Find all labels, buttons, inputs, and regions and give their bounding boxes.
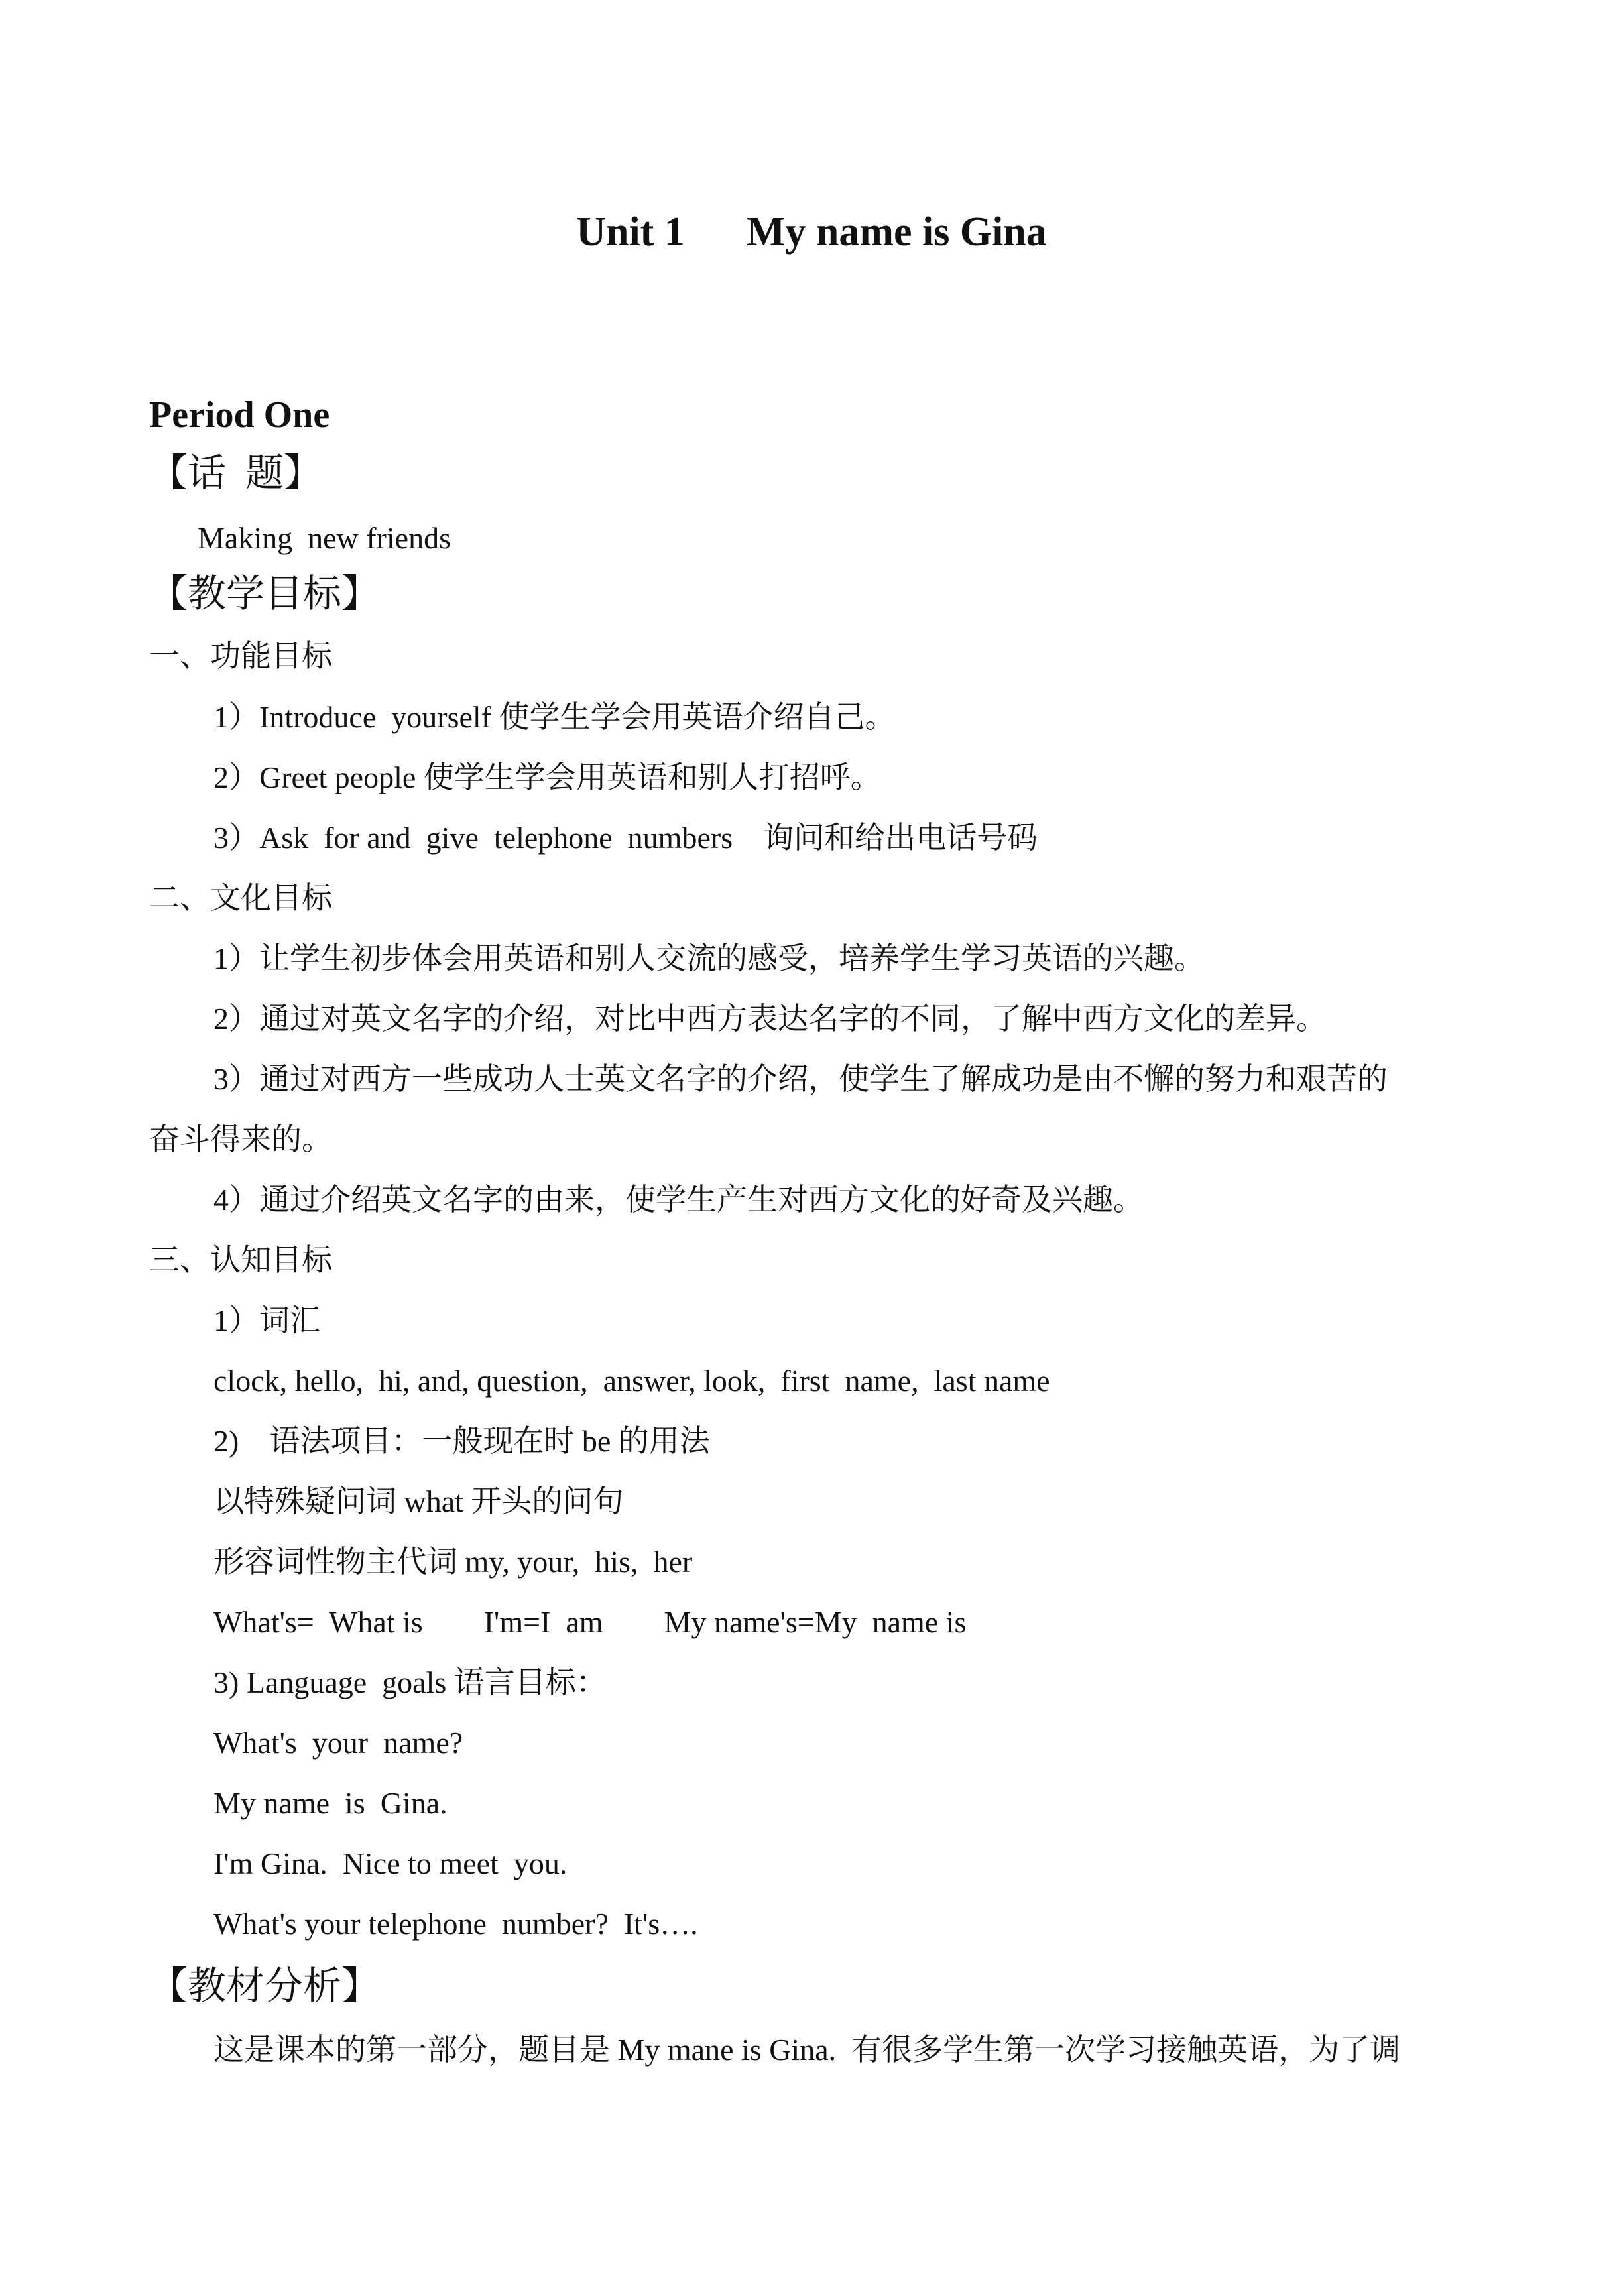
cognitive-item-grammar: 2) 语法项目：一般现在时 be 的用法 bbox=[213, 1424, 710, 1458]
functional-item-1: 1）Introduce yourself 使学生学会用英语介绍自己。 bbox=[213, 700, 896, 734]
cognitive-contractions: What's= What is I'm=I am My name's=My name is bbox=[213, 1605, 967, 1639]
language-goal-sentence: I'm Gina. Nice to meet you. bbox=[213, 1846, 568, 1880]
topic-heading: 【话 题】 bbox=[149, 452, 323, 495]
cognitive-objectives-heading: 三、认知目标 bbox=[149, 1243, 332, 1277]
analysis-text: 这是课本的第一部分，题目是 My mane is Gina. 有很多学生第一次学习接触英语，为了调 bbox=[213, 2033, 1401, 2067]
functional-item-2: 2）Greet people 使学生学会用英语和别人打招呼。 bbox=[213, 760, 881, 794]
cultural-item-3: 3）通过对西方一些成功人士英文名字的介绍，使学生了解成功是由不懈的努力和艰苦的 bbox=[213, 1062, 1388, 1096]
cultural-item-3-continued: 奋斗得来的。 bbox=[149, 1122, 332, 1156]
language-goal-sentence: What's your telephone number? It's…. bbox=[213, 1907, 713, 1941]
cultural-item-4: 4）通过介绍英文名字的由来，使学生产生对西方文化的好奇及兴趣。 bbox=[213, 1183, 1144, 1217]
language-goal-sentence: My name is Gina. bbox=[213, 1786, 448, 1820]
cognitive-grammar-questions: 以特殊疑问词 what 开头的问句 bbox=[213, 1484, 624, 1518]
functional-item-3: 3）Ask for and give telephone numbers 询问和给出电话号码 bbox=[213, 821, 1038, 855]
cognitive-item-language-goals: 3) Language goals 语言目标： bbox=[213, 1665, 607, 1699]
analysis-heading: 【教材分析】 bbox=[149, 1964, 381, 2008]
functional-objectives-heading: 一、功能目标 bbox=[149, 639, 332, 673]
cultural-item-1: 1）让学生初步体会用英语和别人交流的感受，培养学生学习英语的兴趣。 bbox=[213, 941, 1205, 975]
cognitive-grammar-pronouns: 形容词性物主代词 my, your, his, her bbox=[213, 1545, 693, 1579]
cognitive-vocabulary-list: clock, hello, hi, and, question, answer, look, first name, last name bbox=[213, 1364, 1050, 1398]
objectives-heading: 【教学目标】 bbox=[149, 572, 381, 615]
cognitive-item-vocabulary: 1）词汇 bbox=[213, 1303, 320, 1337]
cultural-objectives-heading: 二、文化目标 bbox=[149, 881, 332, 915]
period-heading: Period One bbox=[149, 394, 330, 436]
document-title: Unit 1 My name is Gina bbox=[576, 210, 1047, 255]
language-goal-sentence: What's your name? bbox=[213, 1726, 463, 1760]
topic-text: Making new friends bbox=[198, 521, 451, 555]
cultural-item-2: 2）通过对英文名字的介绍，对比中西方表达名字的不同，了解中西方文化的差异。 bbox=[213, 1002, 1327, 1036]
